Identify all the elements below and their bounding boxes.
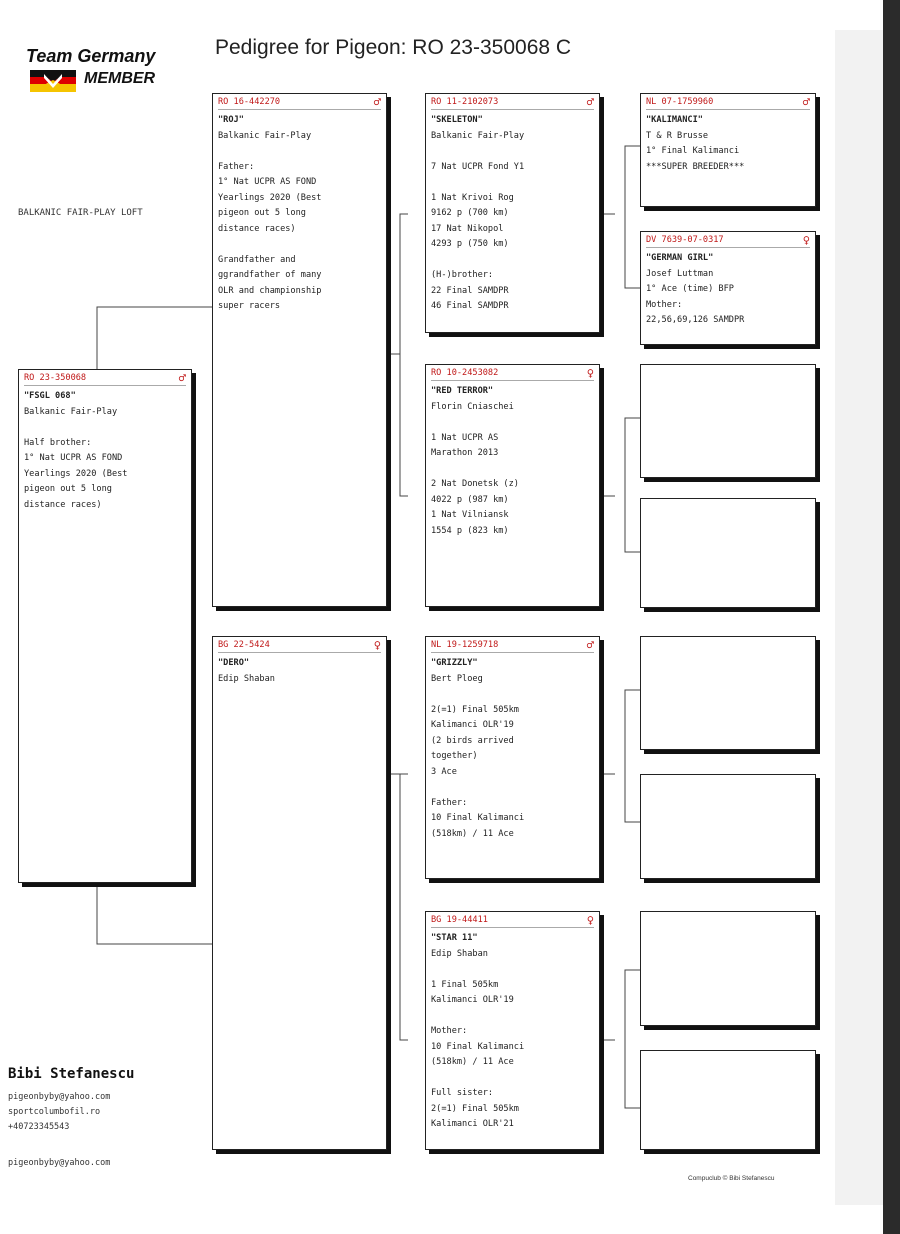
pigeon-details: Josef Luttman 1° Ace (time) BFP Mother: 22,56,69,126 SAMDPR — [646, 268, 745, 325]
pedigree-card-maternal-grandfather[interactable] — [425, 636, 600, 879]
pedigree-card-empty-5[interactable] — [640, 636, 816, 750]
ring-number: BG 19-44411 — [431, 915, 488, 925]
card-header — [218, 95, 381, 110]
card-body — [218, 110, 381, 315]
pedigree-card-ggm-1[interactable] — [640, 231, 816, 345]
pigeon-name: "FSGL 068" — [24, 391, 76, 401]
card-header — [218, 638, 381, 653]
pigeon-details: Balkanic Fair-Play 7 Nat UCPR Fond Y1 1 Nat Krivoi Rog 9162 p (700 km) 17 Nat Nikopol 4293 p (750 km) (H-)brother: 22 Final SAMDPR 46 Final SAMDPR — [431, 130, 525, 311]
pigeon-name: "GERMAN GIRL" — [646, 253, 714, 263]
logo-member-text: MEMBER — [84, 70, 156, 87]
card-body — [646, 110, 810, 175]
pigeon-name: "KALIMANCI" — [646, 115, 703, 125]
ring-number: DV 7639-07-0317 — [646, 235, 724, 245]
breeder-name: Bibi Stefanescu — [8, 1066, 135, 1082]
pedigree-card-empty-7[interactable] — [640, 911, 816, 1026]
breeder-email-bottom[interactable]: pigeonbyby@yahoo.com — [8, 1158, 111, 1168]
ring-number: NL 07-1759960 — [646, 97, 714, 107]
card-header — [646, 95, 810, 110]
pedigree-card-mother[interactable] — [212, 636, 387, 1150]
pigeon-details: Balkanic Fair-Play Half brother: 1° Nat UCPR AS FOND Yearlings 2020 (Best pigeon out 5 long distance races) — [24, 406, 128, 510]
pedigree-card-paternal-grandmother[interactable] — [425, 364, 600, 607]
female-icon: ♀ — [373, 638, 381, 652]
pigeon-name: "DERO" — [218, 658, 250, 668]
male-icon: ♂ — [802, 95, 810, 109]
female-icon: ♀ — [802, 233, 810, 247]
pedigree-card-empty-8[interactable] — [640, 1050, 816, 1150]
card-header — [646, 233, 810, 248]
ring-number: RO 23-350068 — [24, 373, 87, 383]
card-header — [431, 366, 594, 381]
pigeon-name: "ROJ" — [218, 115, 244, 125]
logo-team-text: Team Germany — [26, 46, 156, 66]
breeder-website[interactable]: sportcolumbofil.ro — [8, 1107, 101, 1117]
pedigree-card-empty-3[interactable] — [640, 364, 816, 478]
pedigree-card-ggf-1[interactable] — [640, 93, 816, 207]
ring-number: RO 16-442270 — [218, 97, 281, 107]
card-body — [646, 248, 810, 329]
ring-number: NL 19-1259718 — [431, 640, 499, 650]
pedigree-card-maternal-grandmother[interactable] — [425, 911, 600, 1150]
loft-name: BALKANIC FAIR-PLAY LOFT — [18, 208, 143, 218]
card-header — [431, 913, 594, 928]
pedigree-card-paternal-grandfather[interactable] — [425, 93, 600, 333]
male-icon: ♂ — [178, 371, 186, 385]
card-body — [24, 386, 186, 513]
pigeon-details: Florin Cniaschei 1 Nat UCPR AS Marathon 2013 2 Nat Donetsk (z) 4022 p (987 km) 1 Nat Vilniansk 1554 p (823 km) — [431, 401, 519, 536]
pedigree-card-empty-6[interactable] — [640, 774, 816, 879]
card-header — [431, 95, 594, 110]
pigeon-details: Edip Shaban — [218, 673, 275, 684]
pedigree-card-empty-4[interactable] — [640, 498, 816, 608]
breeder-email[interactable]: pigeonbyby@yahoo.com — [8, 1092, 111, 1102]
card-body — [431, 110, 594, 315]
card-header — [431, 638, 594, 653]
male-icon: ♂ — [586, 95, 594, 109]
pigeon-name: "SKELETON" — [431, 115, 483, 125]
ring-number: BG 22-5424 — [218, 640, 270, 650]
female-icon: ♀ — [586, 913, 594, 927]
card-body — [218, 653, 381, 687]
male-icon: ♂ — [586, 638, 594, 652]
male-icon: ♂ — [373, 95, 381, 109]
card-body — [431, 381, 594, 539]
ring-number: RO 10-2453082 — [431, 368, 499, 378]
pigeon-name: "GRIZZLY" — [431, 658, 478, 668]
footer-credit: Compuclub © Bibi Stefanescu — [688, 1175, 775, 1182]
card-body — [431, 653, 594, 842]
pigeon-details: Edip Shaban 1 Final 505km Kalimanci OLR'19 Mother: 10 Final Kalimanci (518km) / 11 Ace Full sister: 2(=1) Final 505km Kalimanci OLR'21 — [431, 948, 525, 1129]
female-icon: ♀ — [586, 366, 594, 380]
pigeon-name: "STAR 11" — [431, 933, 478, 943]
pigeon-name: "RED TERROR" — [431, 386, 494, 396]
pedigree-card-subject[interactable] — [18, 369, 192, 883]
pedigree-card-father[interactable] — [212, 93, 387, 607]
pigeon-details: Bert Ploeg 2(=1) Final 505km Kalimanci OLR'19 (2 birds arrived together) 3 Ace Father: 10 Final Kalimanci (518km) / 11 Ace — [431, 673, 525, 839]
pigeon-details: Balkanic Fair-Play Father: 1° Nat UCPR AS FOND Yearlings 2020 (Best pigeon out 5 long distance races) Grandfather and ggrandfather of many OLR and championship super racers — [218, 130, 322, 311]
card-header — [24, 371, 186, 386]
page-title: Pedigree for Pigeon: RO 23-350068 C — [215, 36, 572, 59]
breeder-info — [8, 1066, 198, 1135]
pigeon-details: T & R Brusse 1° Final Kalimanci ***SUPER BREEDER*** — [646, 130, 745, 172]
card-body — [431, 928, 594, 1133]
breeder-phone: +40723345543 — [8, 1122, 70, 1132]
ring-number: RO 11-2102073 — [431, 97, 499, 107]
